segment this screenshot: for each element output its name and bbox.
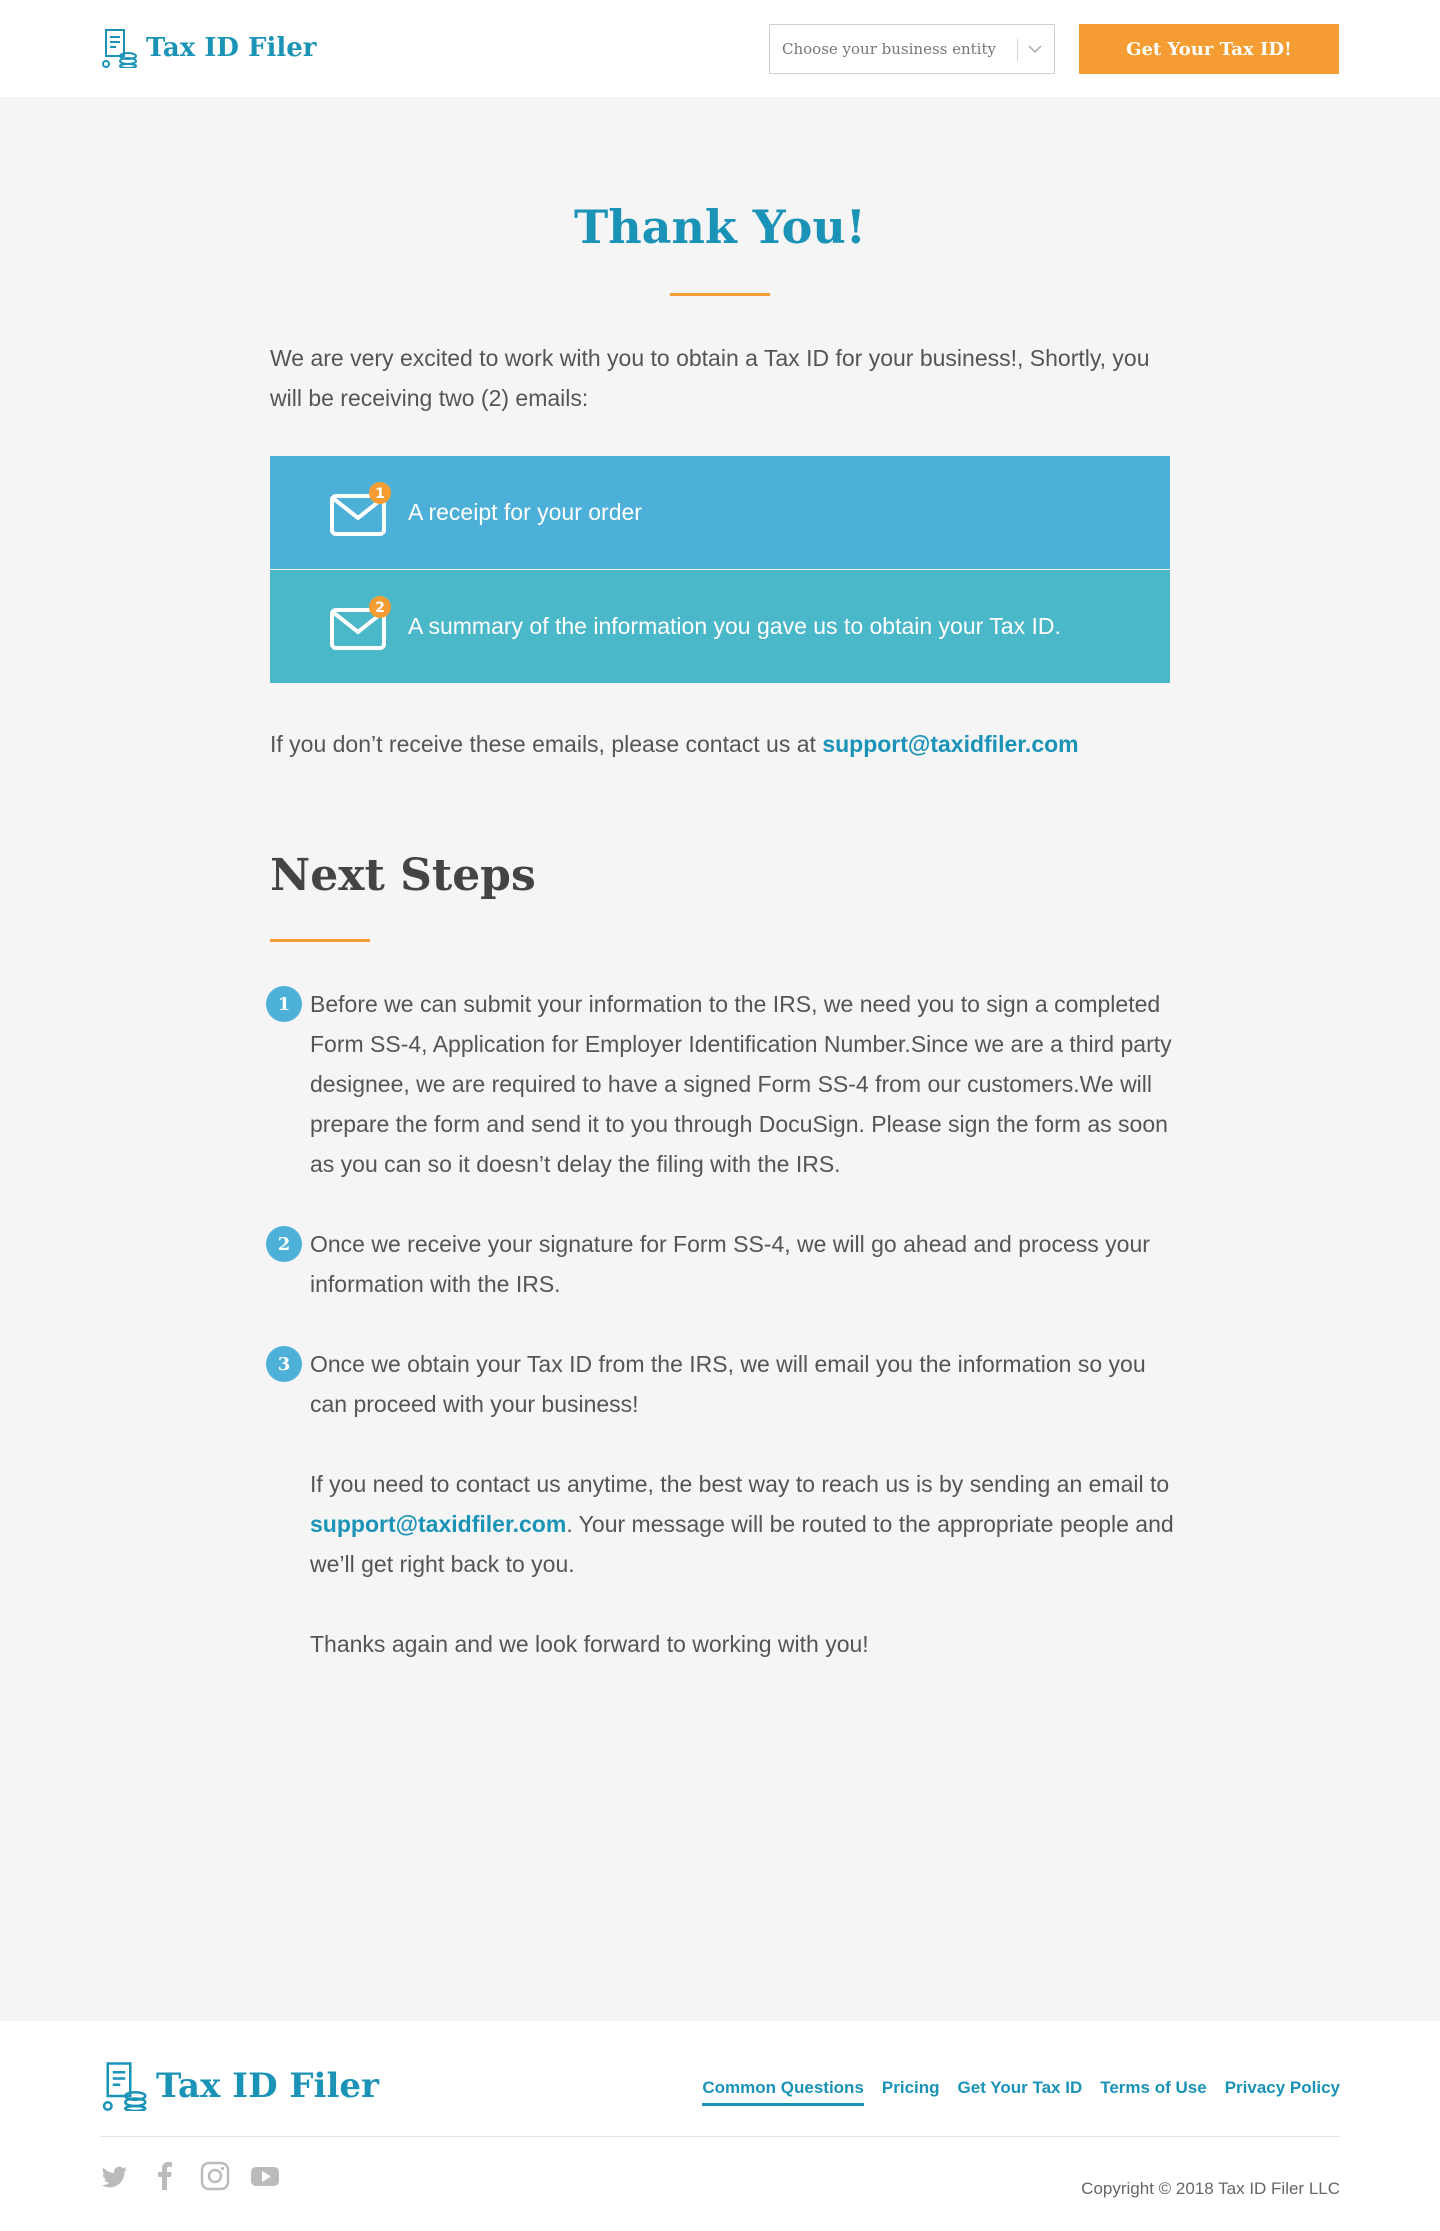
footer-brand-logo[interactable] (100, 2061, 379, 2111)
step-text: Before we can submit your information to the IRS, we need you to sign a completed Form SS-4, Application for Employer Identification Number.Since we are a third party designee, we are required to have a signed Form SS-4 from our customers.We will prepare the form and send it to you through DocuSign. Please sign the form as soon as you can so it doesn’t delay the filing with the IRS. (310, 991, 1172, 1177)
step-number-badge: 2 (266, 1226, 302, 1262)
contact-prefix: If you don’t receive these emails, please contact us at (270, 731, 823, 757)
copyright-text: Copyright © 2018 Tax ID Filer LLC (1081, 2179, 1340, 2198)
reach-suffix: . Your message will be routed to the appropriate people and we’ll get right back to you. (310, 1511, 1174, 1577)
email-badge-number: 1 (375, 486, 385, 502)
envelope-badge-icon (330, 594, 392, 656)
email-item-text: A receipt for your order (408, 499, 642, 525)
step-number-badge: 1 (266, 986, 302, 1022)
footer-nav (702, 2078, 1340, 2106)
envelope-badge-icon (330, 480, 392, 542)
footer-link-get-tax-id[interactable]: Get Your Tax ID (957, 2078, 1083, 2097)
brand-logo[interactable] (100, 28, 316, 68)
reach-prefix: If you need to contact us anytime, the best way to reach us is by sending an email to (310, 1471, 1170, 1497)
document-coins-icon (100, 2061, 148, 2111)
footer-link-common-questions[interactable]: Common Questions (702, 2078, 864, 2106)
get-tax-id-button[interactable]: Get Your Tax ID! (1079, 24, 1339, 74)
step-text: Once we receive your signature for Form SS-4, we will go ahead and process your information with the IRS. (310, 1231, 1150, 1297)
facebook-icon[interactable] (150, 2161, 180, 2191)
support-email-link[interactable]: support@taxidfiler.com (822, 731, 1079, 757)
social-links (100, 2161, 280, 2191)
contact-text (270, 724, 1190, 764)
business-entity-select[interactable] (769, 24, 1055, 74)
site-header (0, 0, 1440, 97)
chevron-down-icon (1026, 39, 1044, 59)
step-text: Once we obtain your Tax ID from the IRS, we will email you the information so you can proceed with your business! (310, 1351, 1146, 1417)
closing-text: Thanks again and we look forward to working with you! (310, 1631, 869, 1657)
entity-select-placeholder: Choose your business entity (782, 40, 996, 58)
next-steps-divider (270, 939, 370, 942)
page-title: Thank You! (574, 200, 866, 254)
brand-name: Tax ID Filer (146, 33, 317, 63)
email-item-summary (270, 570, 1170, 683)
site-footer (0, 2021, 1440, 2231)
support-email-link[interactable]: support@taxidfiler.com (310, 1511, 567, 1537)
document-coins-icon (100, 28, 138, 68)
email-item-text: A summary of the information you gave us to obtain your Tax ID. (408, 613, 1061, 639)
reach-us-text (310, 1464, 1178, 1584)
footer-link-privacy[interactable]: Privacy Policy (1224, 2078, 1340, 2097)
footer-divider (100, 2136, 1340, 2137)
title-divider (670, 293, 770, 296)
footer-brand-name: Tax ID Filer (156, 2066, 379, 2106)
footer-link-terms[interactable]: Terms of Use (1100, 2078, 1207, 2097)
select-separator (1017, 39, 1018, 61)
twitter-icon[interactable] (100, 2161, 130, 2191)
footer-link-pricing[interactable]: Pricing (881, 2078, 940, 2097)
email-badge-number: 2 (375, 600, 385, 616)
youtube-icon[interactable] (250, 2161, 280, 2191)
step-number-badge: 3 (266, 1346, 302, 1382)
next-steps-title: Next Steps (270, 850, 536, 901)
instagram-icon[interactable] (200, 2161, 230, 2191)
intro-text: We are very excited to work with you to obtain a Tax ID for your business!, Shortly, you will be receiving two (2) emails: (270, 345, 1150, 411)
email-item-receipt (270, 456, 1170, 569)
